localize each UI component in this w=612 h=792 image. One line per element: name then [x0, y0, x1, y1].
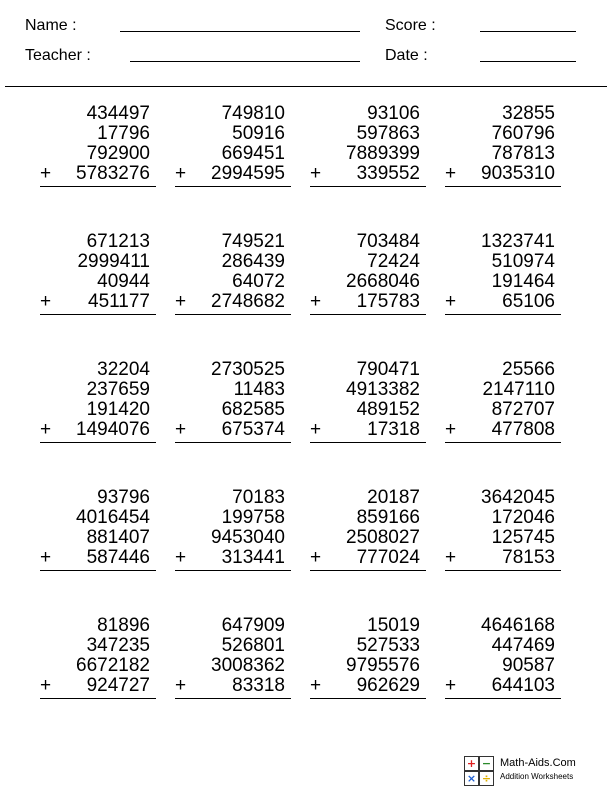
addend-number: 647909 [221, 615, 285, 636]
addend-row [40, 616, 156, 636]
addition-problem [175, 360, 291, 443]
plus-sign: + [445, 291, 457, 312]
plus-sign: + [175, 419, 187, 440]
addition-problem [310, 232, 426, 315]
addend-row [175, 124, 291, 144]
answer-line[interactable] [445, 314, 561, 315]
addition-problem [445, 104, 561, 187]
addend-row [175, 508, 291, 528]
addend-row [175, 252, 291, 272]
addend-row [310, 420, 426, 440]
addend-row [175, 548, 291, 568]
addend-number: 2994595 [211, 163, 285, 184]
addend-number: 347235 [86, 635, 150, 656]
addend-row [310, 164, 426, 184]
addend-number: 90587 [502, 655, 555, 676]
addend-row [40, 636, 156, 656]
addend-row [310, 656, 426, 676]
addend-row [310, 292, 426, 312]
answer-line[interactable] [40, 698, 156, 699]
addend-number: 777024 [356, 547, 420, 568]
addend-number: 675374 [221, 419, 285, 440]
answer-line[interactable] [175, 186, 291, 187]
addend-row [310, 528, 426, 548]
addend-row [310, 360, 426, 380]
addend-number: 587446 [86, 547, 150, 568]
addition-problem [175, 488, 291, 571]
addend-row [175, 144, 291, 164]
logo-subtitle: Addition Worksheets [500, 772, 574, 781]
addend-row [310, 676, 426, 696]
plus-sign: + [40, 163, 52, 184]
times-icon: × [464, 771, 479, 786]
addend-row [40, 360, 156, 380]
addend-number: 682585 [221, 399, 285, 420]
addend-number: 2999411 [77, 251, 150, 272]
addend-row [445, 232, 561, 252]
addend-number: 5783276 [76, 163, 150, 184]
addend-row [175, 380, 291, 400]
addend-number: 83318 [232, 675, 285, 696]
addend-number: 78153 [502, 547, 555, 568]
addend-number: 15019 [367, 615, 420, 636]
addition-problem [175, 616, 291, 699]
addend-number: 9035310 [481, 163, 555, 184]
addend-row [445, 528, 561, 548]
addend-row [175, 104, 291, 124]
addend-number: 3642045 [481, 487, 555, 508]
answer-line[interactable] [445, 442, 561, 443]
addition-problem [40, 616, 156, 699]
addend-number: 1323741 [481, 231, 555, 252]
answer-line[interactable] [310, 698, 426, 699]
addition-problem [40, 360, 156, 443]
addend-number: 4913382 [346, 379, 420, 400]
addition-problem [445, 488, 561, 571]
addend-row [445, 676, 561, 696]
name-label: Name : [25, 17, 77, 34]
addend-row [445, 616, 561, 636]
addend-number: 11483 [233, 379, 285, 400]
addend-number: 7889399 [346, 143, 420, 164]
addend-number: 4016454 [76, 507, 150, 528]
addend-row [310, 124, 426, 144]
plus-sign: + [310, 291, 322, 312]
answer-line[interactable] [310, 314, 426, 315]
addend-number: 2508027 [346, 527, 420, 548]
addition-problem [310, 616, 426, 699]
addend-row [40, 420, 156, 440]
addend-number: 434497 [86, 103, 150, 124]
addition-problem [175, 232, 291, 315]
addend-row [40, 104, 156, 124]
addend-number: 72424 [367, 251, 420, 272]
plus-sign: + [310, 675, 322, 696]
addend-number: 489152 [356, 399, 420, 420]
addend-row [310, 508, 426, 528]
addend-number: 20187 [367, 487, 420, 508]
addend-row [445, 144, 561, 164]
operator-grid-icon [464, 756, 494, 786]
addend-number: 644103 [491, 675, 555, 696]
addend-row [40, 272, 156, 292]
addend-row [40, 548, 156, 568]
plus-sign: + [175, 291, 187, 312]
addend-number: 1494076 [76, 419, 150, 440]
addend-number: 50916 [232, 123, 285, 144]
addend-row [310, 636, 426, 656]
answer-line[interactable] [175, 698, 291, 699]
addend-row [310, 232, 426, 252]
addend-row [310, 616, 426, 636]
addend-number: 447469 [491, 635, 555, 656]
addend-row [175, 616, 291, 636]
plus-sign: + [40, 419, 52, 440]
answer-line[interactable] [310, 442, 426, 443]
addend-number: 70183 [232, 487, 285, 508]
addend-number: 669451 [221, 143, 285, 164]
addend-number: 25566 [502, 359, 555, 380]
addend-number: 199758 [221, 507, 285, 528]
plus-sign: + [445, 547, 457, 568]
addend-number: 175783 [356, 291, 420, 312]
answer-line[interactable] [40, 314, 156, 315]
name-line[interactable] [120, 31, 360, 32]
addend-number: 671213 [86, 231, 150, 252]
addend-number: 749810 [221, 103, 285, 124]
answer-line[interactable] [40, 186, 156, 187]
addend-row [40, 292, 156, 312]
addition-problem [445, 232, 561, 315]
addend-row [175, 488, 291, 508]
divide-icon: ÷ [479, 771, 494, 786]
addend-number: 924727 [86, 675, 150, 696]
date-line[interactable] [480, 61, 576, 62]
addend-row [40, 124, 156, 144]
plus-sign: + [310, 547, 322, 568]
addend-number: 749521 [221, 231, 285, 252]
addend-row [40, 380, 156, 400]
addend-row [445, 380, 561, 400]
addend-number: 17796 [97, 123, 150, 144]
answer-line[interactable] [175, 570, 291, 571]
addend-number: 93106 [367, 103, 420, 124]
addend-number: 32204 [97, 359, 150, 380]
addend-row [310, 548, 426, 568]
addend-number: 2147110 [482, 379, 555, 400]
addend-row [40, 164, 156, 184]
addend-number: 81896 [97, 615, 150, 636]
addend-row [445, 272, 561, 292]
addend-number: 9453040 [211, 527, 285, 548]
addend-row [175, 164, 291, 184]
addend-row [310, 272, 426, 292]
addend-number: 17318 [367, 419, 420, 440]
plus-sign: + [310, 163, 322, 184]
addend-number: 237659 [86, 379, 150, 400]
addend-number: 191420 [86, 399, 150, 420]
addend-number: 510974 [491, 251, 555, 272]
addend-row [445, 488, 561, 508]
addend-row [310, 252, 426, 272]
addend-number: 760796 [491, 123, 555, 144]
addition-problem [40, 488, 156, 571]
addend-row [310, 144, 426, 164]
answer-line[interactable] [445, 186, 561, 187]
plus-sign: + [40, 291, 52, 312]
plus-sign: + [175, 547, 187, 568]
addend-number: 597863 [356, 123, 420, 144]
addend-row [445, 360, 561, 380]
addend-row [175, 272, 291, 292]
plus-sign: + [310, 419, 322, 440]
addend-row [445, 400, 561, 420]
date-label: Date : [385, 47, 428, 64]
plus-sign: + [445, 163, 457, 184]
addend-number: 2730525 [211, 359, 285, 380]
addend-row [40, 252, 156, 272]
addend-row [175, 656, 291, 676]
score-label: Score : [385, 17, 436, 34]
addend-number: 2748682 [211, 291, 285, 312]
addend-row [175, 636, 291, 656]
addend-row [310, 380, 426, 400]
addend-row [310, 488, 426, 508]
answer-line[interactable] [40, 570, 156, 571]
score-line[interactable] [480, 31, 576, 32]
addend-row [445, 636, 561, 656]
addend-row [310, 400, 426, 420]
plus-sign: + [40, 547, 52, 568]
addend-row [445, 252, 561, 272]
addend-number: 191464 [491, 271, 555, 292]
addend-number: 125745 [491, 527, 555, 548]
answer-line[interactable] [175, 314, 291, 315]
addend-number: 9795576 [346, 655, 420, 676]
addend-row [175, 360, 291, 380]
answer-line[interactable] [175, 442, 291, 443]
addition-problem [445, 360, 561, 443]
addend-row [40, 232, 156, 252]
addend-number: 4646168 [481, 615, 555, 636]
addend-number: 93796 [97, 487, 150, 508]
answer-line[interactable] [445, 570, 561, 571]
answer-line[interactable] [310, 570, 426, 571]
addend-number: 3008362 [211, 655, 285, 676]
addend-row [175, 676, 291, 696]
addend-number: 787813 [491, 143, 555, 164]
addend-number: 40944 [97, 271, 150, 292]
header-divider [5, 86, 607, 87]
math-aids-logo [464, 756, 604, 786]
addend-row [40, 676, 156, 696]
answer-line[interactable] [445, 698, 561, 699]
answer-line[interactable] [40, 442, 156, 443]
addend-row [445, 104, 561, 124]
addend-row [40, 656, 156, 676]
addend-number: 872707 [491, 399, 555, 420]
plus-icon: + [464, 756, 479, 771]
addend-row [445, 124, 561, 144]
addition-problem [445, 616, 561, 699]
addend-number: 451177 [88, 291, 150, 312]
addend-row [40, 528, 156, 548]
addition-problem [310, 104, 426, 187]
addend-number: 286439 [221, 251, 285, 272]
addend-row [445, 656, 561, 676]
addition-problem [310, 360, 426, 443]
teacher-line[interactable] [130, 61, 360, 62]
plus-sign: + [445, 675, 457, 696]
addend-number: 790471 [356, 359, 420, 380]
addend-number: 32855 [502, 103, 555, 124]
minus-icon: − [479, 756, 494, 771]
addend-row [40, 144, 156, 164]
addend-row [310, 104, 426, 124]
addend-number: 2668046 [346, 271, 420, 292]
addend-number: 313441 [221, 547, 285, 568]
addend-number: 881407 [86, 527, 150, 548]
plus-sign: + [40, 675, 52, 696]
answer-line[interactable] [310, 186, 426, 187]
addend-number: 859166 [356, 507, 420, 528]
addend-row [445, 420, 561, 440]
addend-number: 65106 [502, 291, 555, 312]
addend-row [445, 164, 561, 184]
addend-row [445, 508, 561, 528]
plus-sign: + [175, 163, 187, 184]
addend-number: 64072 [232, 271, 285, 292]
addend-number: 6672182 [76, 655, 150, 676]
logo-title: Math-Aids.Com [500, 757, 576, 769]
addition-problem [310, 488, 426, 571]
plus-sign: + [445, 419, 457, 440]
addend-row [175, 232, 291, 252]
addend-row [175, 420, 291, 440]
addend-number: 477808 [491, 419, 555, 440]
addend-number: 527533 [356, 635, 420, 656]
addend-number: 962629 [356, 675, 420, 696]
plus-sign: + [175, 675, 187, 696]
addend-number: 792900 [86, 143, 150, 164]
addend-row [175, 292, 291, 312]
addition-problem [40, 104, 156, 187]
addition-problem [175, 104, 291, 187]
addition-problem [40, 232, 156, 315]
addend-row [40, 400, 156, 420]
addend-row [175, 400, 291, 420]
addend-number: 172046 [491, 507, 555, 528]
addend-row [445, 548, 561, 568]
addend-row [40, 488, 156, 508]
addend-row [445, 292, 561, 312]
addend-number: 339552 [356, 163, 420, 184]
addend-row [40, 508, 156, 528]
addend-number: 703484 [356, 231, 420, 252]
addend-row [175, 528, 291, 548]
teacher-label: Teacher : [25, 47, 91, 64]
addend-number: 526801 [221, 635, 285, 656]
